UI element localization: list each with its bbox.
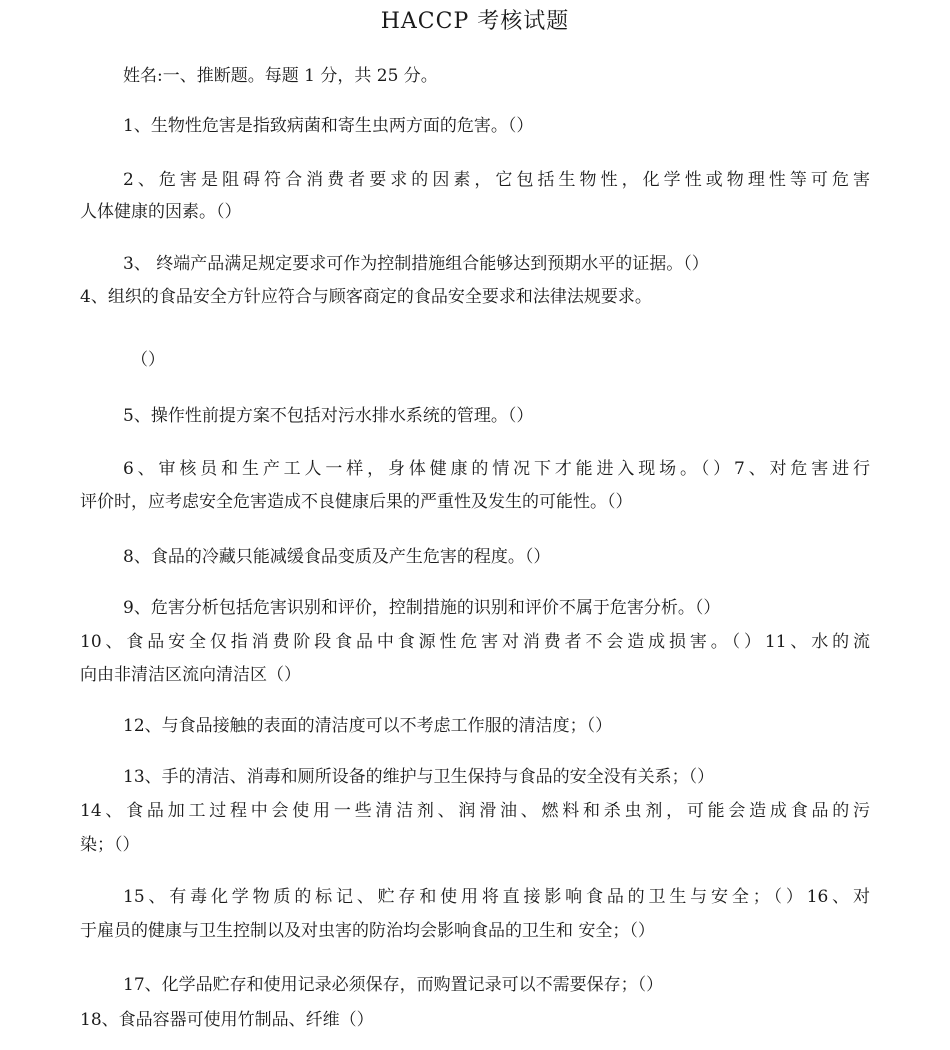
question-line: 于雇员的健康与卫生控制以及对虫害的防治均会影响食品的卫生和 安全；（） bbox=[80, 921, 655, 941]
question-line: 3、 终端产品满足规定要求可作为控制措施组合能够达到预期水平的证据。（） bbox=[123, 254, 709, 274]
name-and-section-header: 姓名:一、推断题。每题 1 分，共 25 分。 bbox=[123, 66, 438, 86]
question-line: 17、化学品贮存和使用记录必须保存，而购置记录可以不需要保存；（） bbox=[123, 975, 664, 995]
question-line: 染；（） bbox=[80, 835, 140, 855]
question-line: 9、危害分析包括危害识别和评价，控制措施的识别和评价不属于危害分析。（） bbox=[123, 598, 721, 618]
question-line: （） bbox=[131, 350, 165, 370]
page-title: HACCP 考核试题 bbox=[380, 9, 570, 34]
question-line: 10、食品安全仅指消费阶段食品中食源性危害对消费者不会造成损害。（）11、水的流 bbox=[80, 632, 870, 652]
question-line: 14、食品加工过程中会使用一些清洁剂、润滑油、燃料和杀虫剂，可能会造成食品的污 bbox=[80, 801, 870, 821]
question-line: 评价时，应考虑安全危害造成不良健康后果的严重性及发生的可能性。（） bbox=[80, 492, 633, 512]
question-line: 2、危害是阻碍符合消费者要求的因素，它包括生物性，化学性或物理性等可危害 bbox=[123, 170, 870, 190]
question-line: 12、与食品接触的表面的清洁度可以不考虑工作服的清洁度；（） bbox=[123, 716, 613, 736]
question-line: 人体健康的因素。（） bbox=[80, 202, 242, 222]
question-line: 15、有毒化学物质的标记、贮存和使用将直接影响食品的卫生与安全；（）16、对 bbox=[123, 887, 870, 907]
question-line: 5、操作性前提方案不包括对污水排水系统的管理。（） bbox=[123, 406, 534, 426]
question-line: 6、审核员和生产工人一样，身体健康的情况下才能进入现场。（）7、对危害进行 bbox=[123, 459, 870, 479]
question-line: 18、食品容器可使用竹制品、纤维（） bbox=[80, 1010, 374, 1030]
question-line: 1、生物性危害是指致病菌和寄生虫两方面的危害。（） bbox=[123, 116, 534, 136]
question-line: 13、手的清洁、消毒和厕所设备的维护与卫生保持与食品的安全没有关系；（） bbox=[123, 767, 715, 787]
question-line: 8、食品的冷藏只能减缓食品变质及产生危害的程度。（） bbox=[123, 547, 551, 567]
question-line: 4、组织的食品安全方针应符合与顾客商定的食品安全要求和法律法规要求。 bbox=[80, 287, 652, 307]
question-line: 向由非清洁区流向清洁区（） bbox=[80, 665, 301, 685]
